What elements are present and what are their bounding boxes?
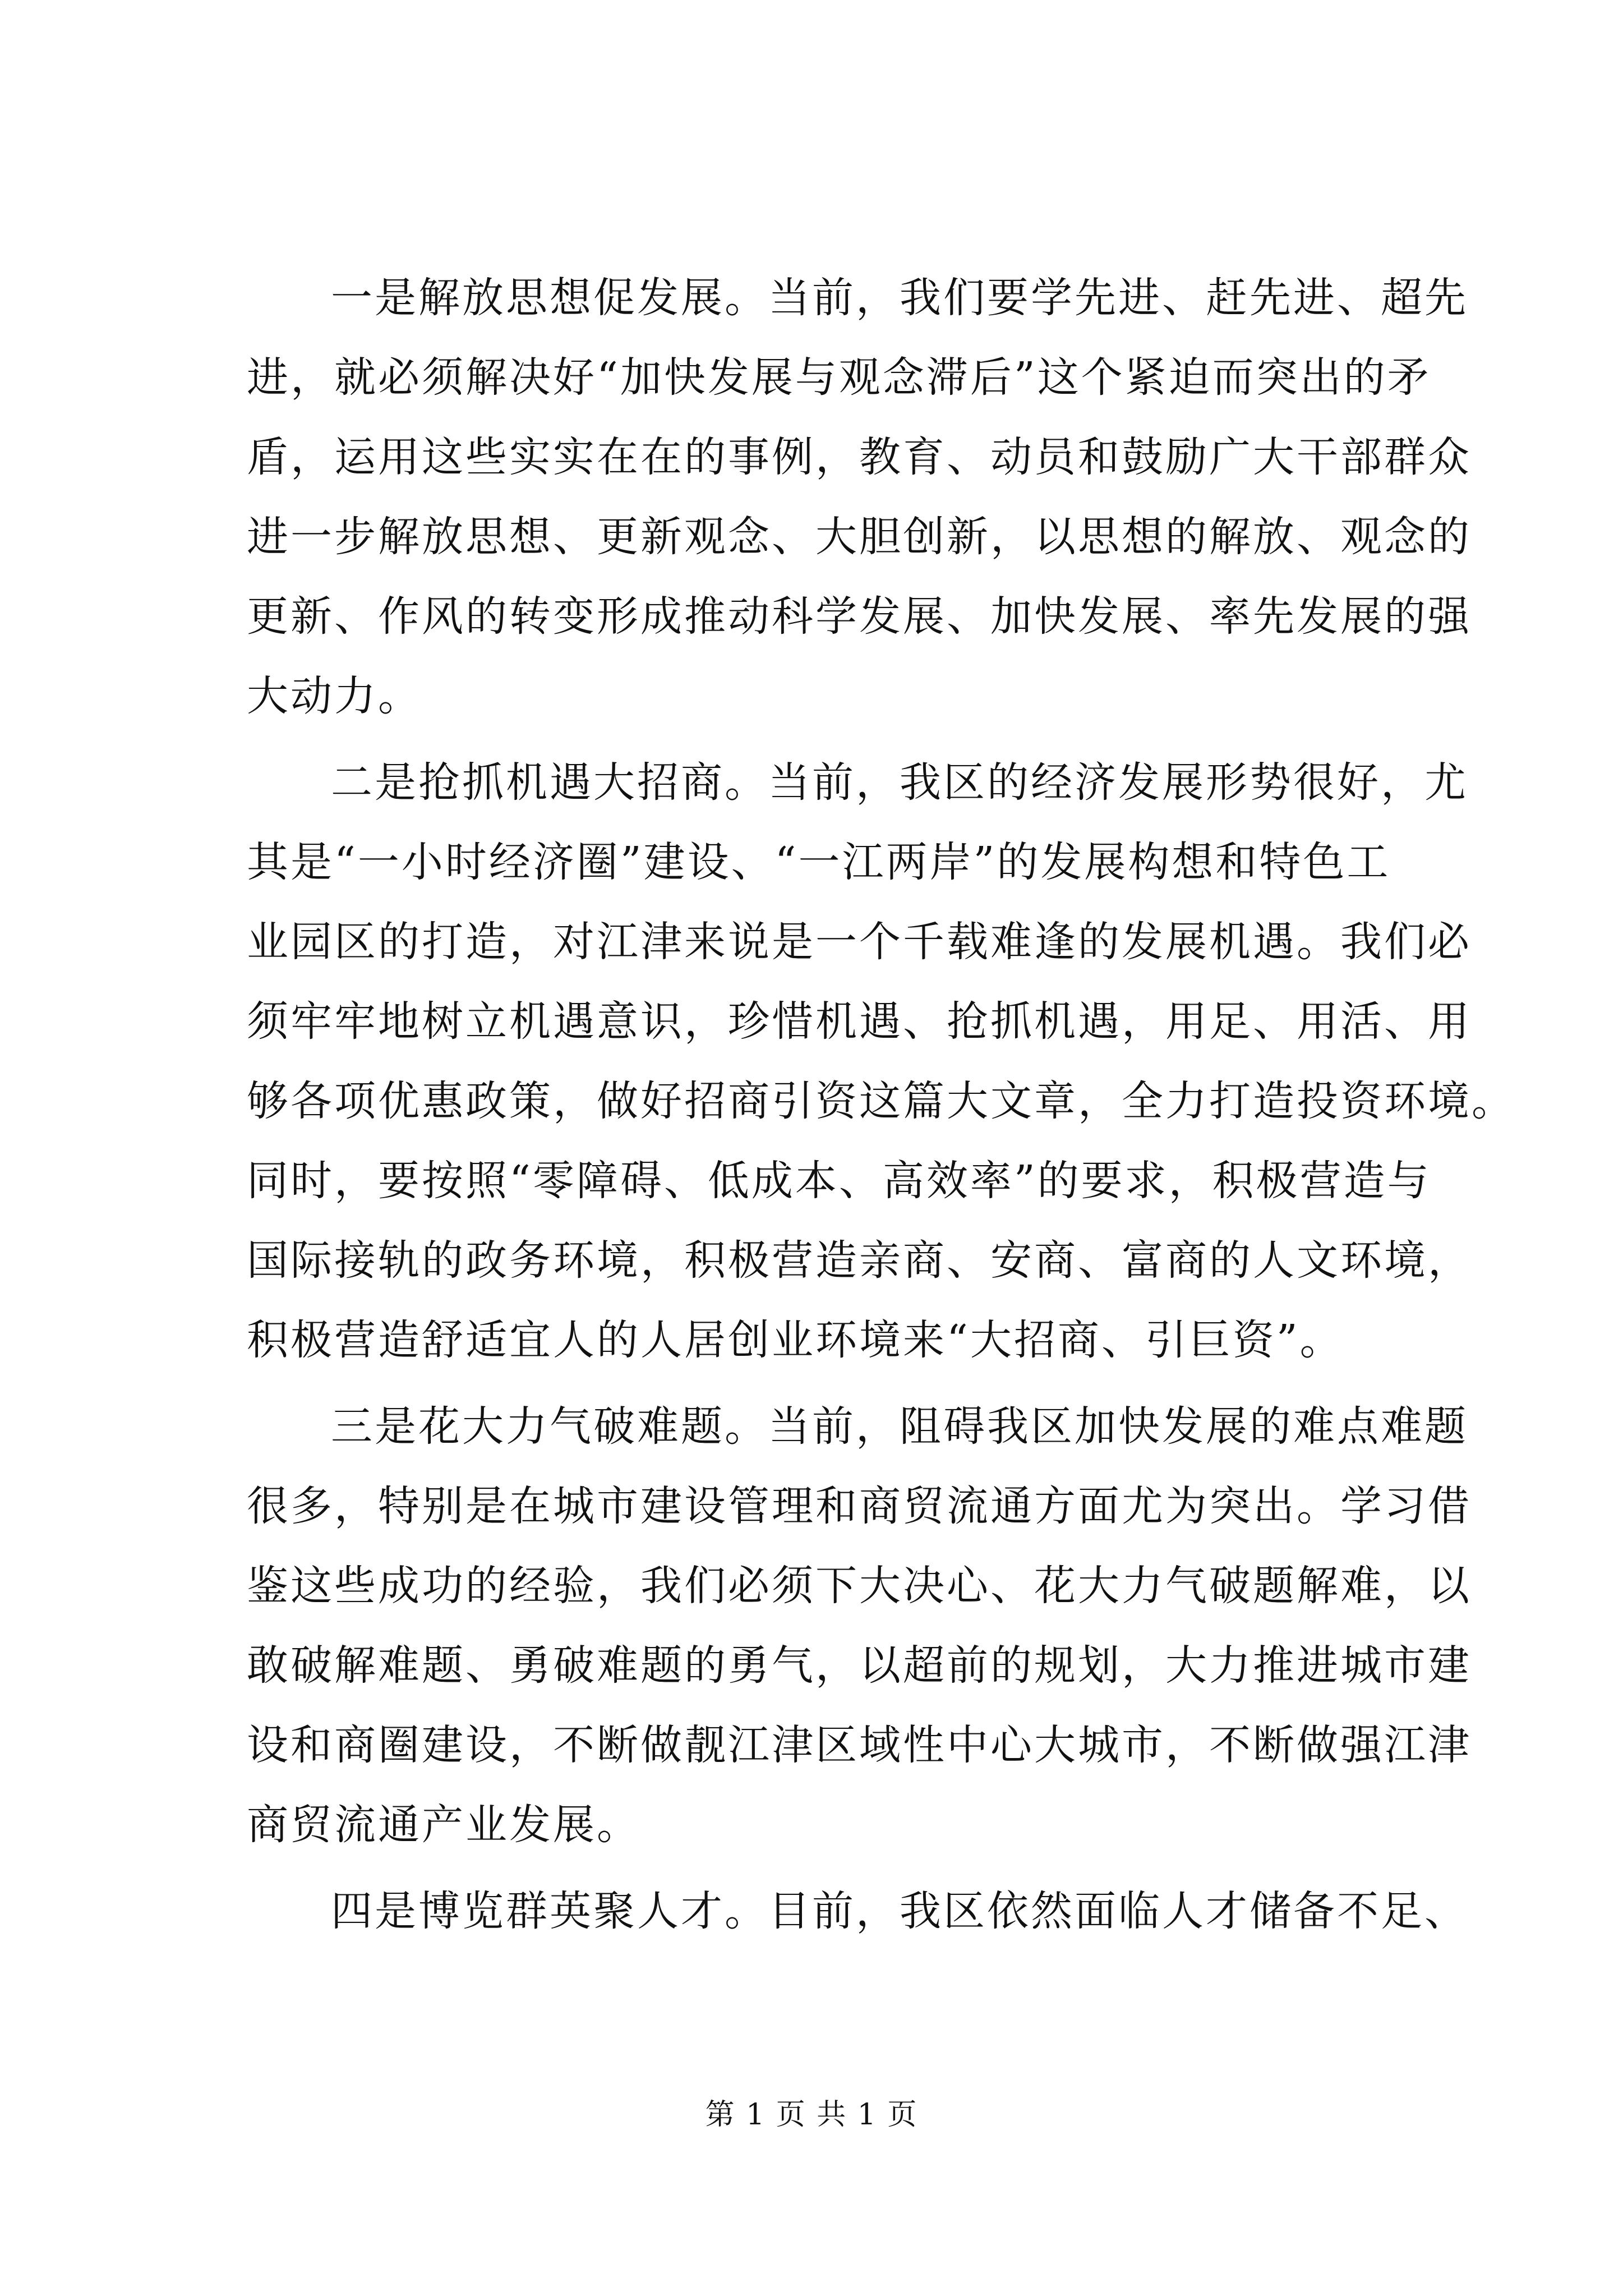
paragraph-line: 国际接轨的政务环境，积极营造亲商、安商、富商的人文环境， — [247, 1236, 1472, 1285]
paragraph-3 — [247, 1387, 1472, 1865]
paragraph-2 — [247, 743, 1515, 1380]
paragraph-line: 进，就必须解决好“加快发展与观念滞后”这个紧迫而突出的矛 — [247, 353, 1431, 402]
paragraph-line: 业园区的打造，对江津来说是一个千载难逢的发展机遇。我们必 — [247, 918, 1472, 966]
paragraph-line: 盾，运用这些实实在在的事例，教育、动员和鼓励广大干部群众 — [247, 433, 1472, 481]
paragraph-line: 须牢牢地树立机遇意识，珍惜机遇、抢抓机遇，用足、用活、用 — [247, 997, 1472, 1046]
paragraph-line: 同时，要按照“零障碍、低成本、高效率”的要求，积极营造与 — [247, 1157, 1431, 1205]
paragraph-spacer — [247, 1865, 1402, 1871]
paragraph-line: 够各项优惠政策，做好招商引资这篇大文章，全力打造投资环境。 — [247, 1077, 1515, 1125]
paragraph-line: 三是花大力气破难题。当前，阻碍我区加快发展的难点难题 — [331, 1402, 1468, 1451]
paragraph-line: 大动力。 — [247, 672, 422, 720]
paragraph-line: 商贸流通产业发展。 — [247, 1801, 640, 1849]
paragraph-line: 一是解放思想促发展。当前，我们要学先进、赶先进、超先 — [331, 274, 1468, 322]
paragraph-line: 进一步解放思想、更新观念、大胆创新，以思想的解放、观念的 — [247, 513, 1472, 561]
paragraph-line: 鉴这些成功的经验，我们必须下大决心、花大力气破题解难，以 — [247, 1562, 1472, 1610]
document-body — [247, 258, 1515, 1951]
paragraph-line: 设和商圈建设，不断做靓江津区域性中心大城市，不断做强江津 — [247, 1721, 1472, 1769]
paragraph-line: 很多，特别是在城市建设管理和商贸流通方面尤为突出。学习借 — [247, 1482, 1472, 1530]
paragraph-line: 其是“一小时经济圈”建设、“一江两岸”的发展构想和特色工 — [247, 838, 1391, 886]
paragraph-line: 四是博览群英聚人才。目前，我区依然面临人才储备不足、 — [331, 1887, 1468, 1935]
paragraph-line: 二是抢抓机遇大招商。当前，我区的经济发展形势很好，尤 — [331, 758, 1468, 807]
paragraph-line: 积极营造舒适宜人的人居创业环境来“大招商、引巨资”。 — [247, 1316, 1344, 1364]
paragraph-1 — [247, 258, 1472, 736]
paragraph-line: 敢破解难题、勇破难题的勇气，以超前的规划，大力推进城市建 — [247, 1641, 1472, 1690]
paragraph-spacer — [247, 736, 1402, 743]
page-footer: 第 1 页 共 1 页 — [705, 2098, 918, 2132]
paragraph-line: 更新、作风的转变形成推动科学发展、加快发展、率先发展的强 — [247, 592, 1472, 641]
paragraph-4 — [247, 1871, 1468, 1951]
paragraph-spacer — [247, 1380, 1402, 1387]
